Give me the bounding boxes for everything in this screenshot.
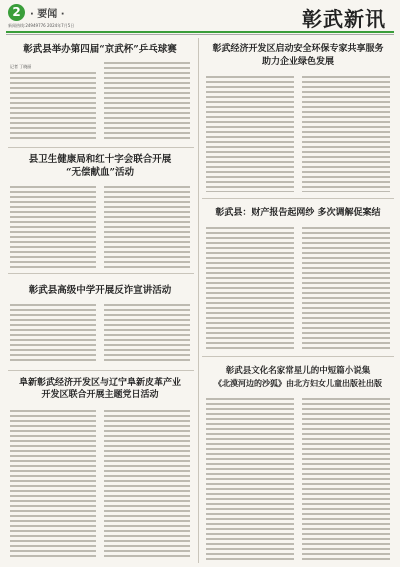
article-title-line2: 《北漠河边的沙狐》由北方妇女儿童出版社出版 bbox=[214, 378, 382, 388]
article-body-text bbox=[302, 398, 390, 560]
masthead bbox=[0, 0, 400, 34]
masthead-rule bbox=[6, 31, 394, 33]
article-body-text bbox=[10, 304, 96, 364]
article-body-text bbox=[206, 227, 294, 350]
article-body-text bbox=[206, 398, 294, 560]
masthead-title: 彰武新讯 bbox=[302, 7, 386, 31]
article-title: 彰武县举办第四届“京武杯”乒乓球赛 bbox=[23, 44, 177, 55]
masthead-rule-thin bbox=[6, 34, 394, 35]
column-divider bbox=[198, 38, 199, 563]
article-body-text bbox=[206, 76, 294, 192]
section-label: · 要闻 · bbox=[30, 9, 65, 20]
article-title: 彰武经济开发区启动安全环保专家共享服务 bbox=[212, 44, 384, 54]
article-body-text bbox=[302, 227, 390, 350]
divider bbox=[8, 147, 194, 148]
divider bbox=[202, 356, 394, 357]
article-title: 县卫生健康局和红十字会联合开展 bbox=[28, 154, 172, 165]
article-body-text bbox=[104, 62, 190, 142]
date-line: 新闻热线:24949776 2024年7月5日 bbox=[8, 23, 75, 28]
article-title: 彰武县：财产报告起网纱 多次调解促案结 bbox=[215, 208, 381, 218]
article-body-text bbox=[104, 304, 190, 364]
article-body-text bbox=[104, 410, 190, 560]
article-title-line2: “无偿献血”活动 bbox=[66, 167, 134, 178]
article-body-text bbox=[10, 410, 96, 560]
divider bbox=[8, 370, 194, 371]
divider bbox=[8, 273, 194, 274]
article-title: 彰武县文化名家常星儿的中短篇小说集 bbox=[225, 366, 371, 376]
article-title: 阜新彰武经济开发区与辽宁阜新皮革产业 bbox=[18, 378, 181, 388]
page-number: 2 bbox=[8, 4, 25, 21]
article-body-text bbox=[10, 72, 96, 142]
article-body-text bbox=[302, 76, 390, 192]
divider bbox=[202, 198, 394, 199]
article-byline: 记者 丁晓丽 bbox=[10, 64, 32, 69]
article-body-text bbox=[10, 186, 96, 268]
article-title: 彰武县高级中学开展反诈宣讲活动 bbox=[28, 285, 172, 296]
article-title-line2: 开发区联合开展主题党日活动 bbox=[41, 390, 159, 400]
article-title-line2: 助力企业绿色发展 bbox=[261, 57, 334, 67]
article-body-text bbox=[104, 186, 190, 268]
